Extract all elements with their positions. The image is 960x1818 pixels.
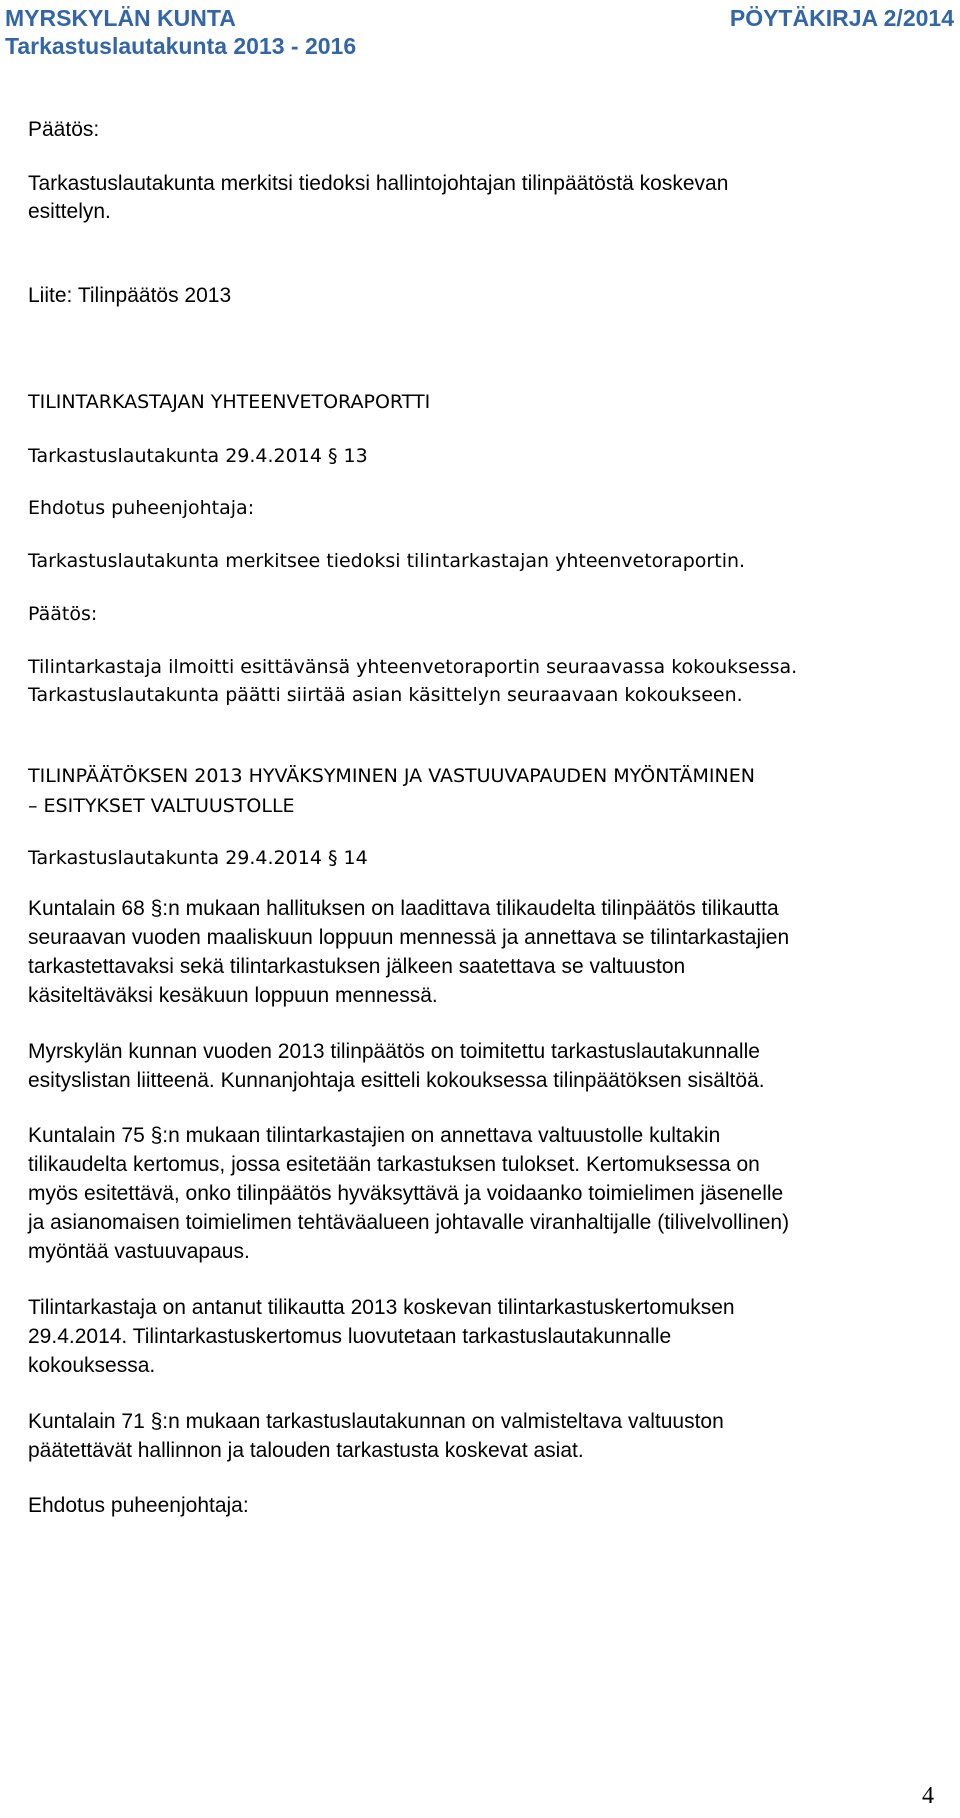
body-text: esityslistan liitteenä. Kunnanjohtaja esitteli kokouksessa tilinpäätöksen sisältöä.: [28, 1069, 765, 1092]
decision-heading: Päätös:: [28, 118, 100, 141]
decision-text: Tarkastuslautakunta merkitsi tiedoksi hallintojohtajan tilinpäätöstä koskevan: [28, 172, 729, 195]
proposal-heading: Ehdotus puheenjohtaja:: [28, 497, 255, 519]
header-body: Tarkastuslautakunta 2013 - 2016: [5, 33, 357, 59]
body-text: päätettävät hallinnon ja talouden tarkastusta koskevat asiat.: [28, 1439, 584, 1462]
body-text: käsiteltäväksi kesäkuun loppuun mennessä.: [28, 984, 438, 1007]
body-text: Kuntalain 71 §:n mukaan tarkastuslautakunnan on valmisteltava valtuuston: [28, 1410, 724, 1433]
section-title: TILINPÄÄTÖKSEN 2013 HYVÄKSYMINEN JA VASTUUVAPAUDEN MYÖNTÄMINEN: [28, 765, 755, 787]
page-number: 4: [922, 1783, 934, 1809]
body-text: Kuntalain 75 §:n mukaan tilintarkastajien on annettava valtuustolle kultakin: [28, 1124, 721, 1147]
header-doc-id: PÖYTÄKIRJA 2/2014: [729, 5, 954, 31]
body-text: myös esitettävä, onko tilinpäätös hyväksyttävä ja voidaanko toimielimen jäsenelle: [28, 1182, 784, 1205]
body-text: seuraavan vuoden maaliskuun loppuun mennessä ja annettava se tilintarkastajien: [28, 926, 790, 949]
body-text: Tilintarkastaja on antanut tilikautta 2013 koskevan tilintarkastuskertomuksen: [28, 1296, 735, 1319]
decision-text: esittelyn.: [28, 200, 111, 223]
decision-text: Tarkastuslautakunta päätti siirtää asian käsittelyn seuraavaan kokoukseen.: [28, 684, 743, 706]
body-text: tilikaudelta kertomus, jossa esitetään tarkastuksen tulokset. Kertomuksessa on: [28, 1153, 760, 1176]
section-title: – ESITYKSET VALTUUSTOLLE: [28, 795, 295, 817]
body-text: kokouksessa.: [28, 1354, 156, 1377]
section-title: TILINTARKASTAJAN YHTEENVETORAPORTTI: [28, 391, 431, 413]
meeting-reference: Tarkastuslautakunta 29.4.2014 § 13: [28, 445, 368, 467]
body-text: 29.4.2014. Tilintarkastuskertomus luovutetaan tarkastuslautakunnalle: [28, 1325, 672, 1348]
body-text: tarkastettavaksi sekä tilintarkastuksen jälkeen saatettava se valtuuston: [28, 955, 686, 978]
body-text: Kuntalain 68 §:n mukaan hallituksen on laadittava tilikaudelta tilinpäätös tilikautta: [28, 897, 779, 920]
proposal-text: Tarkastuslautakunta merkitsee tiedoksi tilintarkastajan yhteenvetoraportin.: [28, 550, 746, 572]
body-text: ja asianomaisen toimielimen tehtäväalueen johtavalle viranhaltijalle (tilivelvollinen): [28, 1211, 790, 1234]
decision-text: Tilintarkastaja ilmoitti esittävänsä yhteenvetoraportin seuraavassa kokouksessa.: [28, 656, 798, 678]
attachment-note: Liite: Tilinpäätös 2013: [28, 284, 232, 307]
body-text: Myrskylän kunnan vuoden 2013 tilinpäätös on toimitettu tarkastuslautakunnalle: [28, 1040, 760, 1063]
decision-heading: Päätös:: [28, 603, 98, 625]
header-org: MYRSKYLÄN KUNTA: [5, 5, 236, 31]
proposal-heading: Ehdotus puheenjohtaja:: [28, 1494, 249, 1517]
body-text: myöntää vastuuvapaus.: [28, 1240, 250, 1263]
meeting-reference: Tarkastuslautakunta 29.4.2014 § 14: [28, 847, 368, 869]
